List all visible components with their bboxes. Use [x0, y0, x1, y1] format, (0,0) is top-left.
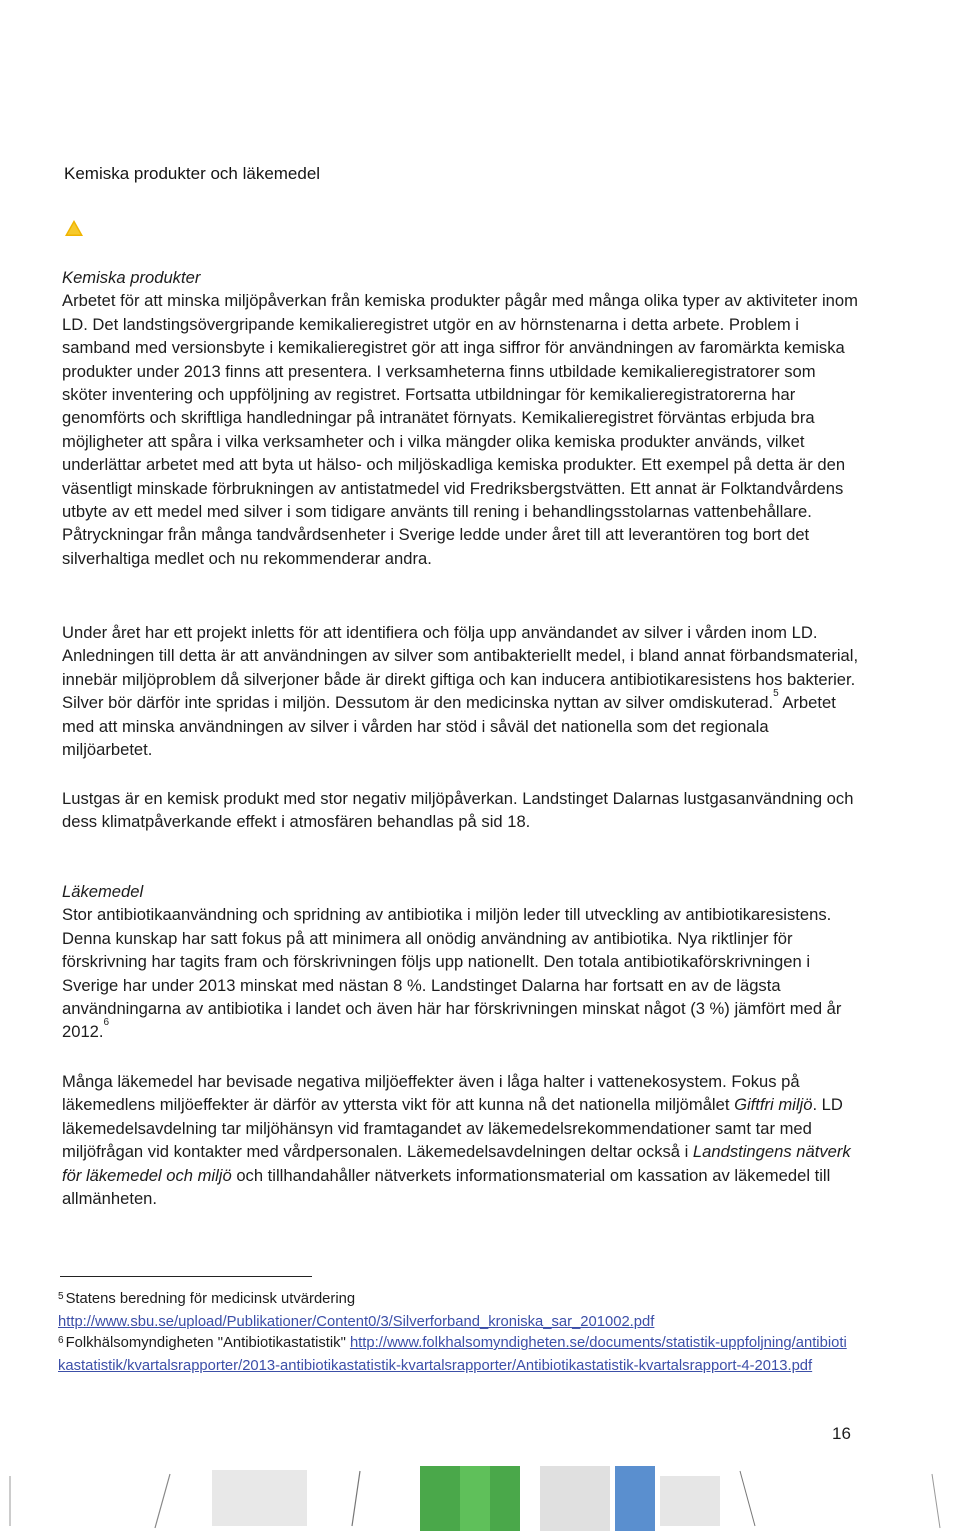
paragraph-silver-text-2: Arbetet med att minska användningen av silver i vården har stöd i såväl det nationella som det regionala miljöarbetet. — [62, 693, 836, 760]
footnote-6 — [58, 1333, 848, 1377]
paragraph-miljoeffekter — [62, 1070, 862, 1210]
paragraph-lakemedel-text: Stor antibiotikaanvändning och spridning av antibiotika i miljön leder till utveckling av antibiotikaresistens. Denna kunskap har satt fokus på att minimera all onödig användning av antibiotika. Nya riktlinjer för förskrivning har tagits fram och förskrivningen följs upp nationellt. Den totala antibiotikaförskrivningen i Sverige har under 2013 minskat med nästan 8 %. Landstinget Dalarna har fortsatt en av de lägsta användningarna av antibiotika i landet och även här har förskrivningen minskat något (3 %) jämfört med år 2012. — [62, 905, 842, 1042]
footnote-5-number: 5 — [58, 1291, 64, 1302]
page-title: Kemiska produkter och läkemedel — [64, 164, 321, 183]
footnotes — [58, 1289, 848, 1377]
paragraph-silver-text-1: Under året har ett projekt inletts för att identifiera och följa upp användandet av silver i vården inom LD. Anledningen till detta är att användningen av silver som antibakteriellt medel, i bland annat förbandsmaterial, innebär miljöproblem då silverjoner både är direkt giftiga och kan inducera antibiotikaresistens hos bakterier. Silver bör därför inte spridas i miljön. Dessutom är den medicinska nyttan av silver omdiskuterad. — [62, 623, 859, 713]
paragraph-miljoeffekter-text-2: . LD läkemedelsavdelning tar miljöhänsyn vid framtagandet av läkemedelsrekommendationer samt tar med miljöfrågan vid kontakter med vårdpersonalen. Läkemedelsavdelningen deltar också i — [62, 1095, 843, 1162]
paragraph-kemiska-produkter: Arbetet för att minska miljöpåverkan från kemiska produkter pågår med många olika typer av aktiviteter inom LD. Det landstingsövergripande kemikalieregistret utgör en av hörnstenarna i detta arbete. Problem i samband med versionsbyte i kemikalieregistret gör att inga siffror för användningen av faromärkta kemiska produkter under 2013 finns att presentera. I verksamheterna finns utbildade kemikalieregistratorer som sköter inventering och uppföljning av registret. Fortsatta utbildningar för kemikalieregistratorerna har genomförts och skriftliga handledningar på intranätet förnyats. Kemikalieregistret förväntas erbjuda bra möjligheter att spåra i vilka verksamheter och i vilka mängder olika kemiska produkter används, vilket underlättar arbetet med att byta ut hälso- och miljöskadliga kemiska produkter. Ett exempel på detta är den väsentligt minskade förbrukningen av antistatmedel vid Fredriksbergstvätten. Ett annat är Folktandvårdens utbyte av ett medel med silver i som tidigare använts till rening i behandlingsstolarnas vattenbehållare. Påtryckningar från många tandvårdsenheter i Sverige ledde under året till att leverantören tog bort det silverhaltiga medlet och nu rekommenderar andra. — [62, 291, 858, 568]
footnote-ref-6[interactable]: 6 — [103, 1016, 110, 1028]
footnote-5-text: Statens beredning för medicinsk utvärdering — [65, 1291, 356, 1307]
page-number: 16 — [832, 1424, 851, 1443]
footnote-6-link[interactable]: http://www.folkhalsomyndigheten.se/documents/statistik-uppfoljning/antibiotikastatistik/kvartalsrapporter/2013-antibiotikastatistik-kvartalsrapporter/Antibiotikastatistik-kvartalsrapport-4-2013.pdf — [58, 1335, 847, 1374]
paragraph-miljoeffekter-italic-2: Landstingens nätverk för läkemedel och miljö — [62, 1142, 851, 1185]
warning-triangle-icon — [64, 219, 84, 237]
paragraph-lustgas — [62, 787, 862, 834]
section-kemiska-produkter — [62, 266, 862, 570]
paragraph-miljoeffekter-italic-1: Giftfri miljö — [734, 1095, 813, 1115]
footnote-ref-5[interactable]: 5 — [773, 687, 779, 699]
paragraph-silver — [62, 621, 862, 761]
footnote-6-text: Folkhälsomyndigheten "Antibiotikastatistik" — [65, 1335, 350, 1351]
section-heading-kemiska-produkter: Kemiska produkter — [62, 268, 201, 287]
section-lakemedel — [62, 880, 862, 1044]
footnote-5 — [58, 1289, 848, 1333]
paragraph-miljoeffekter-text-1: Många läkemedel har bevisade negativa miljöeffekter även i låga halter i vattenekosystem. Fokus på läkemedlens miljöeffekter är därför av yttersta vikt för att kunna nå det nationella miljömålet — [62, 1072, 800, 1115]
scan-edge-decoration — [0, 1466, 960, 1531]
paragraph-miljoeffekter-text-3: och tillhandahåller nätverkets informationsmaterial om kassation av läkemedel till allmänheten. — [62, 1165, 831, 1209]
footnote-divider — [60, 1276, 312, 1277]
footnote-5-link[interactable]: http://www.sbu.se/upload/Publikationer/Content0/3/Silverforband_kroniska_sar_201002.pdf — [58, 1313, 655, 1330]
footnote-6-number: 6 — [58, 1335, 64, 1346]
section-heading-lakemedel: Läkemedel — [62, 882, 144, 901]
paragraph-lustgas-text: Lustgas är en kemisk produkt med stor negativ miljöpåverkan. Landstinget Dalarnas lustgasanvändning och dess klimatpåverkande effekt i atmosfären behandlas på sid 18. — [62, 789, 854, 832]
